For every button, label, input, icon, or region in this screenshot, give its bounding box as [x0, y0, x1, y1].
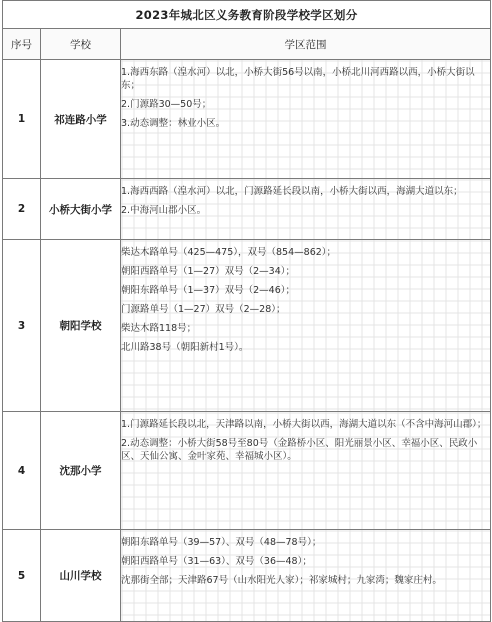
scope-line: 3.动态调整：林业小区。 — [121, 118, 226, 129]
scope-line: 门源路单号（1—27）双号（2—28）； — [121, 304, 286, 315]
district-scope — [121, 240, 491, 412]
school-name: 山川学校 — [41, 530, 121, 622]
scope-line: 朝阳东路单号（1—37）双号（2—46）； — [121, 285, 296, 296]
scope-line: 1.门源路延长段以北，天津路以南，小桥大街以西，海湖大道以东（不含中海河山郡）； — [121, 419, 487, 430]
school-district-table — [2, 0, 491, 622]
table-row — [3, 530, 491, 622]
table-row — [3, 60, 491, 179]
school-name: 祁连路小学 — [41, 60, 121, 179]
table-title: 2023年城北区义务教育阶段学校学区划分 — [3, 1, 491, 29]
scope-line: 朝阳东路单号（39—57）、双号（48—78号）； — [121, 537, 322, 548]
table-row — [3, 179, 491, 240]
row-number: 2 — [3, 179, 41, 240]
row-number: 1 — [3, 60, 41, 179]
school-name: 朝阳学校 — [41, 240, 121, 412]
scope-line: 柴达木路118号； — [121, 323, 197, 334]
district-scope — [121, 60, 491, 179]
table-row — [3, 240, 491, 412]
header-scope: 学区范围 — [121, 29, 491, 60]
district-scope — [121, 179, 491, 240]
scope-line: 1.海西东路（湟水河）以北，小桥大街56号以南，小桥北川河西路以西，小桥大街以东； — [121, 67, 475, 91]
scope-line: 2.门源路30—50号； — [121, 99, 212, 110]
scope-line: 2.动态调整：小桥大街58号至80号（金路桥小区、阳光丽景小区、幸福小区、民政小区、天仙公寓、金叶家苑、幸福城小区）。 — [121, 438, 478, 462]
district-scope — [121, 412, 491, 530]
header-row — [3, 29, 491, 60]
scope-line: 沈那街全部；天津路67号（山水阳光人家）；祁家城村；九家湾；魏家庄村。 — [121, 575, 442, 586]
header-num: 序号 — [3, 29, 41, 60]
scope-line: 朝阳西路单号（31—63）、双号（36—48）； — [121, 556, 312, 567]
school-name: 沈那小学 — [41, 412, 121, 530]
scope-line: 柴达木路单号（425—475），双号（854—862）； — [121, 247, 337, 258]
row-number: 3 — [3, 240, 41, 412]
district-scope — [121, 530, 491, 622]
scope-line: 1.海西西路（湟水河）以北，门源路延长段以南，小桥大街以西，海湖大道以东； — [121, 186, 463, 197]
scope-line: 北川路38号（朝阳新村1号）。 — [121, 342, 249, 353]
title-row — [3, 1, 491, 29]
row-number: 5 — [3, 530, 41, 622]
header-school: 学校 — [41, 29, 121, 60]
school-name: 小桥大街小学 — [41, 179, 121, 240]
scope-line: 2.中海河山郡小区。 — [121, 205, 207, 216]
row-number: 4 — [3, 412, 41, 530]
scope-line: 朝阳西路单号（1—27）双号（2—34）； — [121, 266, 296, 277]
table-row — [3, 412, 491, 530]
